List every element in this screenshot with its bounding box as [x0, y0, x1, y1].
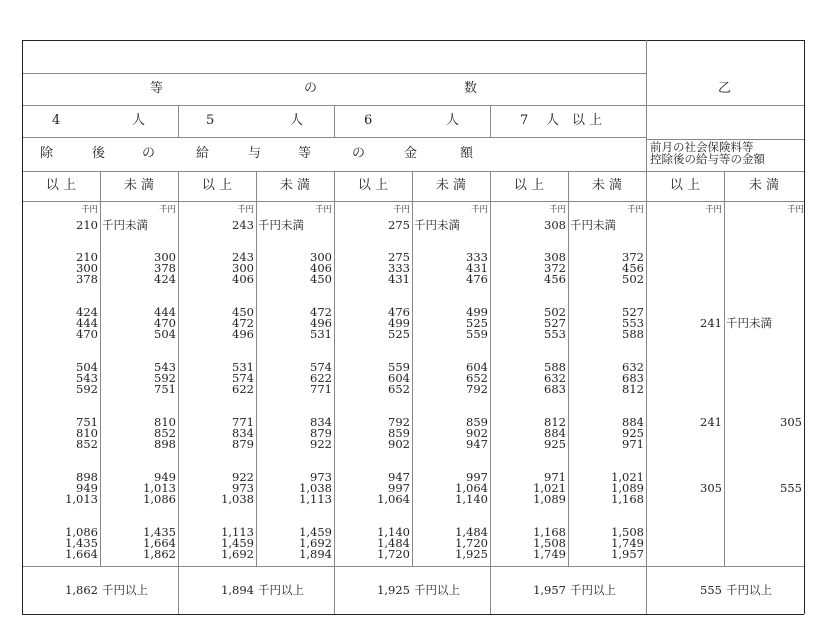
table-cell: 1,664 [65, 547, 98, 561]
header-char: 金 [404, 146, 418, 161]
table-cell: 1,484 [455, 525, 488, 539]
unit-label: 千円 [392, 205, 410, 215]
table-cell: 1,435 [143, 525, 176, 539]
table-cell: 553 [544, 327, 566, 341]
table-cell: 531 [232, 360, 254, 374]
bracket-min: 308 [544, 218, 566, 232]
rule [490, 105, 491, 137]
footer-label: 千円以上 [414, 583, 460, 597]
header-char: 数 [464, 81, 478, 96]
table-cell: 884 [544, 426, 566, 440]
table-cell: 859 [388, 426, 410, 440]
table-cell: 947 [388, 470, 410, 484]
table-cell: 444 [154, 305, 176, 319]
table-cell: 444 [76, 316, 98, 330]
table-cell: 898 [76, 470, 98, 484]
table-cell: 973 [232, 481, 254, 495]
table-cell: 1,459 [221, 536, 254, 550]
header-char: の [142, 146, 156, 161]
table-cell: 210 [76, 250, 98, 264]
rule [568, 171, 569, 566]
table-cell: 1,064 [455, 481, 488, 495]
bracket-label: 千円未満 [570, 218, 616, 232]
table-cell: 852 [76, 437, 98, 451]
rule [646, 40, 647, 614]
col-header-miman: 未 満 [123, 178, 155, 193]
table-cell: 543 [154, 360, 176, 374]
otsu-header: 乙 [718, 81, 732, 96]
col-header-miman: 未 満 [748, 178, 780, 193]
table-cell: 1,508 [533, 536, 566, 550]
table-cell: 243 [232, 250, 254, 264]
table-cell: 1,113 [299, 492, 332, 506]
persons-unit: 人 [132, 113, 146, 128]
table-cell: 431 [388, 272, 410, 286]
footer-value: 1,925 [377, 583, 410, 597]
bracket-label: 千円未満 [258, 218, 304, 232]
table-cell: 502 [622, 272, 644, 286]
unit-label: 千円 [470, 205, 488, 215]
table-cell: 683 [544, 382, 566, 396]
table-cell: 879 [232, 437, 254, 451]
table-cell: 525 [466, 316, 488, 330]
table-cell: 527 [622, 305, 644, 319]
table-cell: 1,038 [299, 481, 332, 495]
table-cell: 1,140 [455, 492, 488, 506]
otsu-cell: 241 [700, 415, 722, 429]
table-cell: 470 [76, 327, 98, 341]
table-cell: 588 [622, 327, 644, 341]
table-cell: 1,692 [221, 547, 254, 561]
bracket-min: 210 [76, 218, 98, 232]
footer-label: 千円以上 [726, 583, 772, 597]
persons-count: 4 [52, 113, 61, 128]
table-cell: 898 [154, 437, 176, 451]
rule [22, 40, 804, 41]
table-cell: 683 [622, 371, 644, 385]
table-cell: 333 [388, 261, 410, 275]
persons-unit: 人 [290, 113, 304, 128]
table-cell: 1,013 [65, 492, 98, 506]
persons-count: 5 [206, 113, 215, 128]
table-cell: 1,664 [143, 536, 176, 550]
table-cell: 771 [232, 415, 254, 429]
bracket-label: 千円未満 [102, 218, 148, 232]
otsu-cell: 555 [780, 481, 802, 495]
col-header-ijou: 以 上 [357, 178, 389, 193]
footer-label: 千円以上 [258, 583, 304, 597]
table-cell: 1,720 [377, 547, 410, 561]
table-cell: 372 [544, 261, 566, 275]
rule [22, 105, 804, 106]
table-cell: 476 [388, 305, 410, 319]
footer-value: 1,862 [65, 583, 98, 597]
table-cell: 406 [232, 272, 254, 286]
table-cell: 496 [310, 316, 332, 330]
table-cell: 300 [232, 261, 254, 275]
rule [490, 171, 491, 614]
table-cell: 879 [310, 426, 332, 440]
table-cell: 1,089 [533, 492, 566, 506]
table-cell: 922 [310, 437, 332, 451]
table-cell: 504 [76, 360, 98, 374]
table-cell: 884 [622, 415, 644, 429]
table-cell: 852 [154, 426, 176, 440]
table-cell: 504 [154, 327, 176, 341]
table-cell: 559 [466, 327, 488, 341]
col-header-ijou: 以 上 [669, 178, 701, 193]
table-cell: 300 [76, 261, 98, 275]
table-cell: 751 [154, 382, 176, 396]
col-header-ijou: 以 上 [45, 178, 77, 193]
table-cell: 1,064 [377, 492, 410, 506]
unit-label: 千円 [704, 205, 722, 215]
table-cell: 300 [154, 250, 176, 264]
header-char: 額 [460, 146, 474, 161]
table-cell: 378 [76, 272, 98, 286]
header-char: 与 [248, 146, 262, 161]
rule [100, 171, 101, 566]
table-cell: 1,749 [611, 536, 644, 550]
footer-value: 1,894 [221, 583, 254, 597]
header-char: 後 [92, 146, 106, 161]
table-cell: 424 [154, 272, 176, 286]
table-cell: 902 [466, 426, 488, 440]
rule [22, 73, 646, 74]
table-cell: 632 [622, 360, 644, 374]
rule [22, 614, 804, 615]
footer-label: 千円以上 [570, 583, 616, 597]
table-cell: 622 [232, 382, 254, 396]
table-cell: 902 [388, 437, 410, 451]
col-header-miman: 未 満 [591, 178, 623, 193]
table-cell: 333 [466, 250, 488, 264]
table-cell: 499 [388, 316, 410, 330]
unit-label: 千円 [158, 205, 176, 215]
rule [334, 105, 335, 137]
rule [22, 40, 23, 614]
persons-count: 6 [364, 113, 373, 128]
table-cell: 1,089 [611, 481, 644, 495]
footer-value: 555 [700, 583, 722, 597]
otsu-note: 控除後の給与等の金額 [650, 152, 765, 166]
table-cell: 1,086 [65, 525, 98, 539]
table-cell: 574 [232, 371, 254, 385]
bracket-min: 243 [232, 218, 254, 232]
table-cell: 810 [76, 426, 98, 440]
unit-label: 千円 [548, 205, 566, 215]
table-cell: 949 [154, 470, 176, 484]
table-cell: 1,168 [611, 492, 644, 506]
header-char: の [304, 81, 318, 96]
persons-unit: 人 [446, 113, 460, 128]
table-cell: 525 [388, 327, 410, 341]
otsu-cell: 305 [700, 481, 722, 495]
table-cell: 922 [232, 470, 254, 484]
table-cell: 632 [544, 371, 566, 385]
table-cell: 1,021 [533, 481, 566, 495]
table-cell: 559 [388, 360, 410, 374]
table-cell: 472 [310, 305, 332, 319]
table-cell: 925 [544, 437, 566, 451]
header-char: 給 [196, 146, 210, 161]
rule [334, 171, 335, 614]
rule [22, 171, 804, 172]
table-cell: 1,013 [143, 481, 176, 495]
rule [178, 171, 179, 614]
table-cell: 604 [466, 360, 488, 374]
table-cell: 997 [388, 481, 410, 495]
persons-unit: 人 [546, 113, 560, 128]
table-cell: 470 [154, 316, 176, 330]
persons-count: 7 [520, 113, 529, 128]
unit-label: 千円 [626, 205, 644, 215]
persons-suffix: 以 上 [572, 113, 603, 128]
table-cell: 812 [622, 382, 644, 396]
rule [22, 201, 804, 202]
table-cell: 531 [310, 327, 332, 341]
table-cell: 810 [154, 415, 176, 429]
rule [22, 566, 804, 567]
unit-label: 千円 [314, 205, 332, 215]
table-cell: 588 [544, 360, 566, 374]
header-char: 等 [150, 81, 164, 96]
table-cell: 997 [466, 470, 488, 484]
bracket-label: 千円未満 [414, 218, 460, 232]
table-cell: 476 [466, 272, 488, 286]
rule [412, 171, 413, 566]
table-cell: 450 [310, 272, 332, 286]
header-char: 等 [298, 146, 312, 161]
table-cell: 622 [310, 371, 332, 385]
table-cell: 652 [466, 371, 488, 385]
table-cell: 1,435 [65, 536, 98, 550]
table-cell: 308 [544, 250, 566, 264]
table-cell: 1,720 [455, 536, 488, 550]
table-cell: 378 [154, 261, 176, 275]
table-cell: 499 [466, 305, 488, 319]
rule [256, 171, 257, 566]
table-cell: 971 [622, 437, 644, 451]
table-cell: 1,021 [611, 470, 644, 484]
table-cell: 275 [388, 250, 410, 264]
table-cell: 792 [388, 415, 410, 429]
table-cell: 1,862 [143, 547, 176, 561]
otsu-cell: 241 [700, 316, 722, 330]
table-cell: 792 [466, 382, 488, 396]
table-cell: 652 [388, 382, 410, 396]
table-cell: 592 [76, 382, 98, 396]
table-cell: 1,086 [143, 492, 176, 506]
table-cell: 1,484 [377, 536, 410, 550]
table-cell: 1,113 [221, 525, 254, 539]
table-cell: 834 [232, 426, 254, 440]
rule [804, 40, 805, 614]
table-cell: 1,749 [533, 547, 566, 561]
table-cell: 1,168 [533, 525, 566, 539]
table-cell: 456 [622, 261, 644, 275]
table-cell: 431 [466, 261, 488, 275]
table-cell: 502 [544, 305, 566, 319]
table-cell: 949 [76, 481, 98, 495]
table-cell: 1,692 [299, 536, 332, 550]
table-cell: 553 [622, 316, 644, 330]
table-cell: 372 [622, 250, 644, 264]
table-cell: 496 [232, 327, 254, 341]
table-cell: 1,038 [221, 492, 254, 506]
table-cell: 771 [310, 382, 332, 396]
otsu-label: 千円未満 [726, 316, 772, 330]
rule [22, 137, 646, 138]
table-cell: 1,894 [299, 547, 332, 561]
table-cell: 472 [232, 316, 254, 330]
table-cell: 456 [544, 272, 566, 286]
otsu-cell: 305 [780, 415, 802, 429]
table-cell: 527 [544, 316, 566, 330]
col-header-ijou: 以 上 [201, 178, 233, 193]
header-char: 除 [40, 146, 54, 161]
table-cell: 604 [388, 371, 410, 385]
table-cell: 859 [466, 415, 488, 429]
unit-label: 千円 [786, 205, 804, 215]
table-cell: 812 [544, 415, 566, 429]
table-cell: 424 [76, 305, 98, 319]
table-cell: 1,508 [611, 525, 644, 539]
table-cell: 1,459 [299, 525, 332, 539]
unit-label: 千円 [236, 205, 254, 215]
table-cell: 834 [310, 415, 332, 429]
col-header-ijou: 以 上 [513, 178, 545, 193]
table-cell: 971 [544, 470, 566, 484]
table-cell: 973 [310, 470, 332, 484]
footer-label: 千円以上 [102, 583, 148, 597]
table-cell: 592 [154, 371, 176, 385]
table-cell: 947 [466, 437, 488, 451]
table-cell: 406 [310, 261, 332, 275]
table-cell: 1,140 [377, 525, 410, 539]
bracket-min: 275 [388, 218, 410, 232]
table-cell: 1,957 [611, 547, 644, 561]
table-cell: 543 [76, 371, 98, 385]
rule [178, 105, 179, 137]
unit-label: 千円 [80, 205, 98, 215]
table-cell: 450 [232, 305, 254, 319]
table-cell: 925 [622, 426, 644, 440]
footer-value: 1,957 [533, 583, 566, 597]
table-cell: 574 [310, 360, 332, 374]
rule [724, 171, 725, 566]
col-header-miman: 未 満 [435, 178, 467, 193]
otsu-note: 前月の社会保険料等 [650, 140, 754, 154]
header-char: の [352, 146, 366, 161]
table-cell: 300 [310, 250, 332, 264]
table-cell: 751 [76, 415, 98, 429]
col-header-miman: 未 満 [279, 178, 311, 193]
table-cell: 1,925 [455, 547, 488, 561]
